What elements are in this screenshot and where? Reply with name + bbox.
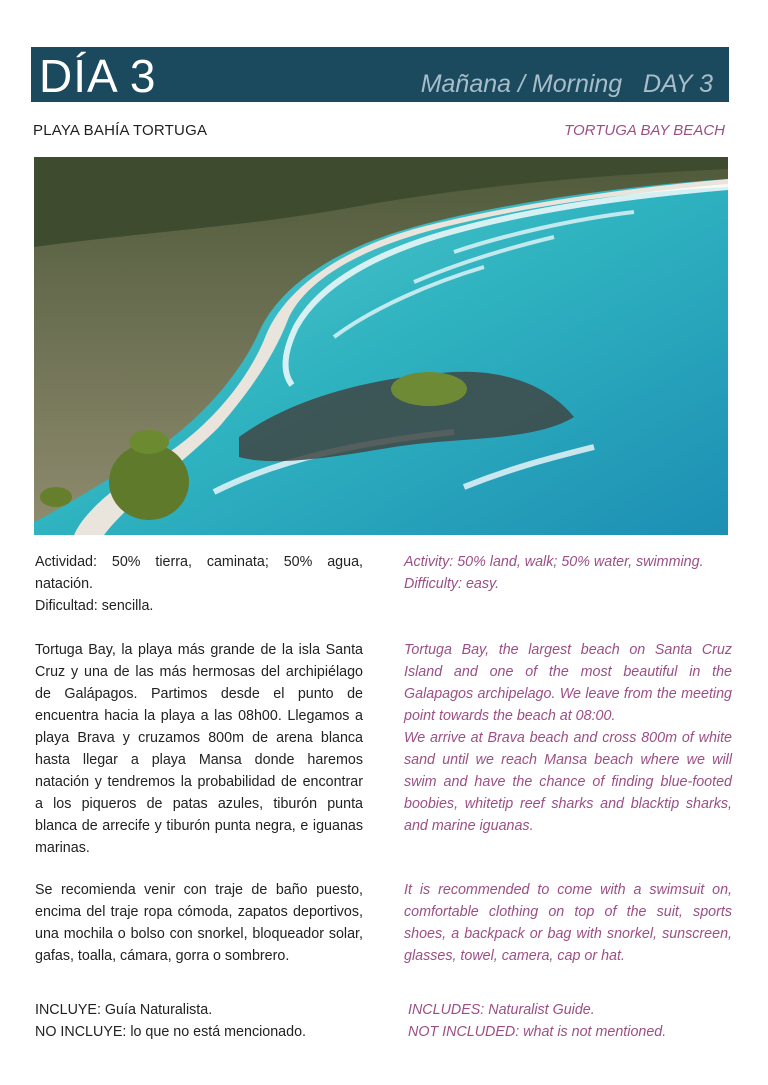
difficulty-es: Dificultad: sencilla. <box>35 598 154 614</box>
includes-text-en: INCLUDES: Naturalist Guide. <box>408 1002 595 1018</box>
activity-en: Activity: 50% land, walk; 50% water, swimming. <box>404 554 704 570</box>
activity-block-en <box>404 551 732 595</box>
beach-aerial-photo <box>34 157 728 535</box>
header-subtitle: Mañana / Morning DAY 3 <box>420 70 713 98</box>
recommendation-text-en: It is recommended to come with a swimsuit on, comfortable clothing on top of the suit, sports shoes, a backpack or bag with snorkel, sunscreen, glasses, towel, camera, cap or hat. <box>404 882 732 964</box>
not-included-text-en: NOT INCLUDED: what is not mentioned. <box>408 1024 667 1040</box>
recommendation-en <box>404 879 732 967</box>
description-es <box>35 639 363 859</box>
description-en <box>404 639 732 837</box>
day-title: DÍA 3 <box>39 50 157 102</box>
day-header <box>31 47 729 102</box>
description-text-en-1: Tortuga Bay, the largest beach on Santa Cruz Island and one of the most beautiful in the Galapagos archipelago. We leave from the meeting point towards the beach at 08:00. <box>404 642 732 724</box>
description-text-en-2: We arrive at Brava beach and cross 800m of white sand until we reach Mansa beach where we will swim and have the chance of finding blue-footed boobies, whitetip reef sharks and blacktip sharks, and marine iguanas. <box>404 730 732 834</box>
recommendation-text-es: Se recomienda venir con traje de baño puesto, encima del traje ropa cómoda, zapatos deportivos, una mochila o bolso con snorkel, bloqueador solar, gafas, toalla, cámara, gorra o sombrero. <box>35 882 363 964</box>
place-name-es: PLAYA BAHÍA TORTUGA <box>33 122 208 139</box>
description-text-es: Tortuga Bay, la playa más grande de la isla Santa Cruz y una de las más hermosas del archipiélago de Galápagos. Partimos desde el punto de encuentra hacia la playa a las 08h00. Llegamos a playa Brava y cruzamos 800m de arena blanca hasta llegar a playa Mansa donde haremos natación y tendremos la probabilidad de encontrar a los piqueros de patas azules, tiburón punta blanca de arrecife y tiburón punta negra, e iguanas marinas. <box>35 642 363 856</box>
includes-en <box>408 999 736 1043</box>
activity-block-es <box>35 551 363 617</box>
includes-text-es: INCLUYE: Guía Naturalista. <box>35 1002 213 1018</box>
place-name-en: TORTUGA BAY BEACH <box>564 122 725 139</box>
includes-es <box>35 999 363 1043</box>
activity-es: Actividad: 50% tierra, caminata; 50% agua, natación. <box>35 554 363 592</box>
beach-aerial-illustration <box>34 157 728 535</box>
recommendation-es <box>35 879 363 967</box>
difficulty-en: Difficulty: easy. <box>404 576 500 592</box>
not-included-text-es: NO INCLUYE: lo que no está mencionado. <box>35 1024 306 1040</box>
